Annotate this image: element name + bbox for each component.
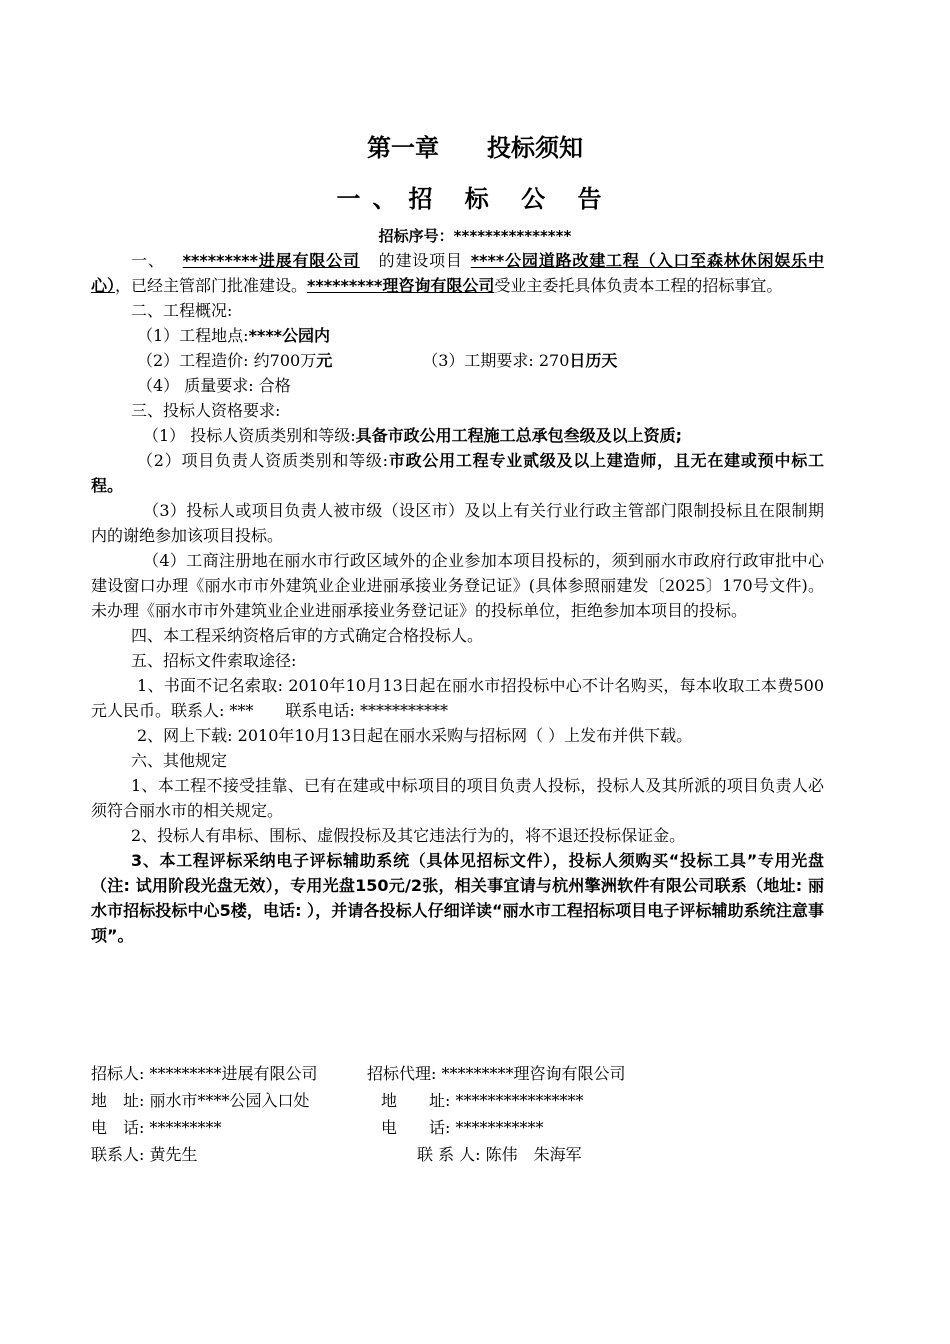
signature-row-4 [91, 1141, 831, 1168]
requirement-3: （3）投标人或项目负责人被市级（设区市）及以上有关行业行政主管部门限制投标且在限制期内的谢绝参加该项目投标。 [91, 501, 824, 545]
tenderer-address: 地 址: 丽水市****公园入口处 [91, 1091, 310, 1110]
section-title: 一、招 标 公 告 [336, 185, 614, 213]
signature-block [91, 1060, 831, 1168]
section-5-item-1: 1、书面不记名索取: 2010年10月13日起在丽水市招投标中心不计名购买，每本收取工本费500元人民币。联系人: *** 联系电话: *********** [91, 676, 824, 720]
signature-row-3 [91, 1114, 831, 1141]
section-4: 四、本工程采纳资格后审的方式确定合格投标人。 [131, 626, 484, 645]
section-2-heading: 二、工程概况: [131, 301, 233, 320]
signature-row-1 [91, 1060, 831, 1087]
project-cost-period: （2）工程造价: 约700万元 （3）工期要求: 270日历天 [137, 351, 618, 370]
intro-suffix: 受业主委托具体负责本工程的招标事宜。 [494, 276, 783, 295]
project-quality: （4） 质量要求: 合格 [137, 376, 291, 395]
tender-serial: 招标序号：*************** [378, 227, 572, 245]
tender-agent: 招标代理: *********理咨询有限公司 [367, 1064, 626, 1083]
tenderer-contact: 联系人: 黄先生 [91, 1145, 198, 1164]
agent-name: *********理咨询有限公司 [307, 276, 495, 295]
section-5-item-2: 2、网上下载: 2010年10月13日起在丽水采购与招标网（ ）上发布并供下载。 [137, 726, 693, 745]
announcement-body [91, 248, 824, 948]
tenderer: 招标人: *********进展有限公司 [91, 1064, 318, 1083]
intro-mid: 的建设项目 [377, 251, 463, 270]
signature-row-2 [91, 1087, 831, 1114]
requirement-2: （2）项目负责人资质类别和等级:市政公用工程专业贰级及以上建造师，且无在建或预中标工程。 [91, 451, 824, 495]
paragraph-intro [91, 248, 824, 298]
section-5-heading: 五、招标文件索取途径: [131, 651, 297, 670]
agent-phone: 电 话: *********** [381, 1118, 544, 1137]
section-6-item-2: 2、投标人有串标、围标、虚假投标及其它违法行为的，将不退还投标保证金。 [131, 826, 686, 845]
tenderer-phone: 电 话: ********* [91, 1118, 222, 1137]
intro-prefix: 一、 [131, 251, 165, 270]
project-location: （1）工程地点:****公园内 [137, 326, 331, 345]
requirement-1: （1） 投标人资质类别和等级:具备市政公用工程施工总承包叁级及以上资质; [143, 426, 683, 445]
section-6-heading: 六、其他规定 [131, 751, 228, 770]
section-6-item-3: 3、本工程评标采纳电子评标辅助系统（具体见招标文件），投标人须购买“投标工具”专用光盘（注: 试用阶段光盘无效），专用光盘150元/2张，相关事宜请与杭州擎洲软件有限公司联系（地址: 丽水市招标投标中心5楼，电话: ），并请各投标人仔细详读“丽水市工程招标项目电子评标辅助系统注意事项”。 [91, 851, 824, 945]
project-name: ****公园道路改建工程（入口至森林休闲娱乐中心） [91, 251, 824, 295]
agent-address: 地 址: **************** [381, 1091, 584, 1110]
requirement-4: （4）工商注册地在丽水市行政区域外的企业参加本项目投标的，须到丽水市政府行政审批中心建设窗口办理《丽水市市外建筑业企业进丽承接业务登记证》(具体参照丽建发〔2025〕170号文件)。未办理《丽水市市外建筑业企业进丽承接业务登记证》的投标单位，拒绝参加本项目的投标。 [91, 551, 824, 620]
chapter-title: 第一章 投标须知 [367, 134, 583, 162]
agent-contact: 联 系 人: 陈伟 朱海军 [417, 1145, 582, 1164]
section-6-item-1: 1、本工程不接受挂靠、已有在建或中标项目的项目负责人投标，投标人及其所派的项目负责人必须符合丽水市的相关规定。 [91, 776, 824, 820]
intro-mid2: ，已经主管部门批准建设。 [115, 276, 308, 295]
owner-name: *********进展有限公司 [182, 251, 360, 270]
section-3-heading: 三、投标人资格要求: [131, 401, 281, 420]
